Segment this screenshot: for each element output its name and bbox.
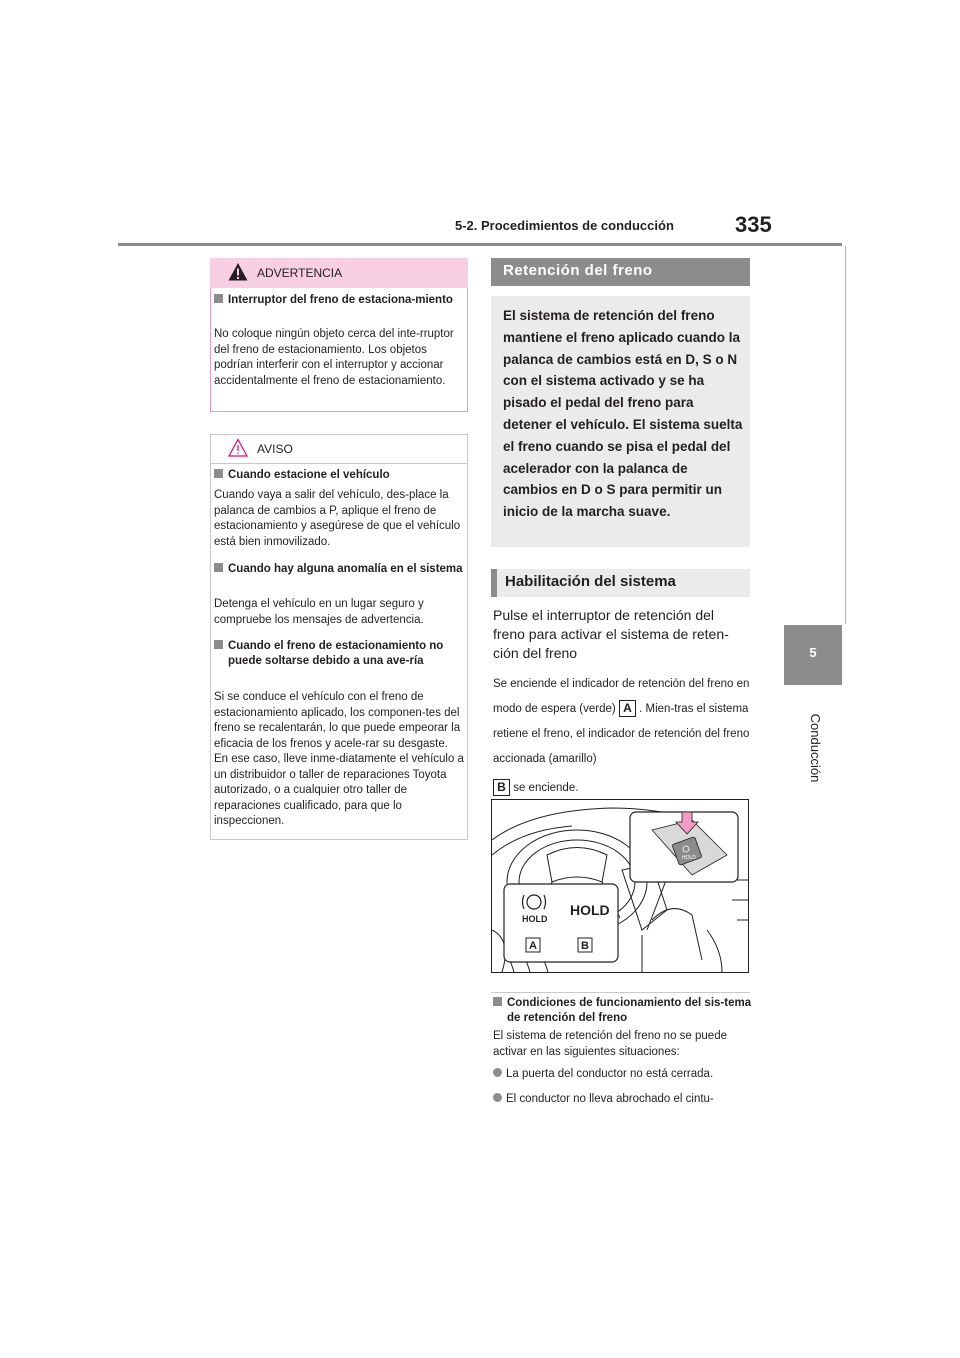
warning-title: ADVERTENCIA	[257, 266, 343, 280]
dashboard-drawing	[492, 800, 748, 972]
illus-label-b: B	[581, 940, 589, 952]
header-rule	[118, 243, 842, 246]
hold-indicator-small: HOLD	[522, 914, 548, 924]
caution-heading-3: Cuando el freno de estacionamiento no puede soltarse debido a una ave-ría	[214, 639, 474, 669]
square-bullet-icon	[493, 997, 502, 1006]
caution-triangle-icon	[228, 438, 248, 458]
page-number: 335	[735, 212, 772, 237]
warning-triangle-icon	[228, 262, 248, 282]
caution-title: AVISO	[257, 442, 293, 456]
round-bullet-icon	[493, 1093, 502, 1102]
caution-body-3: Si se conduce el vehículo con el freno de estacionamiento aplicado, los componen-tes del freno se recalentarán, lo que puede empeorar la eficacia de los frenos y acele-rar su desgaste. En ese caso, lleve inme-diatamente el vehículo a un distribuidor o taller de reparaciones Toyota autorizado, o a cualquier otro taller de reparaciones cualificado, para que lo inspeccionen.	[214, 691, 464, 827]
subsection-title-enable: Habilitación del sistema	[505, 573, 676, 590]
round-bullet-icon	[493, 1068, 502, 1077]
caution-heading-1: Cuando estacione el vehículo	[214, 468, 474, 483]
square-bullet-icon	[214, 469, 223, 478]
chapter-tab-label: Conducción	[808, 713, 823, 783]
lead-text: El sistema de retención del freno mantiene el freno aplicado cuando la palanca de cambios está en D, S o N con el sistema activado y se ha pisado el pedal del freno para detener el vehículo. El sistema suelta el freno cuando se pisa el pedal del acelerador con la palanca de cambios en D o S para permitir un inicio de la marcha suave.	[503, 308, 743, 520]
section-header: 5-2. Procedimientos de conducción	[455, 218, 674, 233]
side-tab-line	[845, 246, 846, 624]
square-bullet-icon	[214, 294, 223, 303]
step-detail: Se enciende el indicador de retención del freno en modo de espera (verde) A . Mien-tras el sistema retiene el freno, el indicador de retención del freno accionada (amarillo) B se enciende.	[493, 678, 750, 794]
square-bullet-icon	[214, 640, 223, 649]
caution-body-2: Detenga el vehículo en un lugar seguro y compruebe los mensajes de advertencia.	[214, 598, 424, 626]
hold-indicator-large: HOLD	[570, 902, 610, 918]
conditions-item-1: La puerta del conductor no está cerrada.	[493, 1067, 749, 1083]
caution-header-rule	[210, 463, 468, 464]
illus-label-a: A	[529, 940, 537, 952]
section-title-brake-hold: Retención del freno	[503, 262, 653, 279]
hold-switch-illustration	[491, 799, 749, 973]
label-a-box: A	[619, 700, 636, 717]
caution-heading-2: Cuando hay alguna anomalía en el sistema	[214, 562, 474, 577]
conditions-intro: El sistema de retención del freno no se puede activar en las siguientes situaciones:	[493, 1030, 727, 1058]
conditions-rule	[491, 992, 750, 993]
switch-hold-text: HOLD	[682, 855, 696, 861]
square-bullet-icon	[214, 563, 223, 572]
warning-body: No coloque ningún objeto cerca del inte-rruptor del freno de estacionamiento. Los objetos podrían interferir con el interruptor y accionar accidentalmente el freno de estacionamiento.	[214, 328, 454, 387]
caution-body-1: Cuando vaya a salir del vehículo, des-place la palanca de cambios a P, aplique el freno de estacionamiento y asegúrese de que el vehículo está bien inmovilizado.	[214, 489, 461, 548]
warning-heading: Interruptor del freno de estaciona-miento	[214, 293, 474, 308]
conditions-item-2: El conductor no lleva abrochado el cintu-	[493, 1092, 749, 1108]
label-b-box: B	[493, 779, 510, 796]
chapter-tab: 5	[784, 625, 842, 685]
conditions-heading: Condiciones de funcionamiento del sis-tema de retención del freno	[493, 996, 763, 1026]
step-instruction: Pulse el interruptor de retención del freno para activar el sistema de reten-ción del freno	[493, 607, 729, 661]
